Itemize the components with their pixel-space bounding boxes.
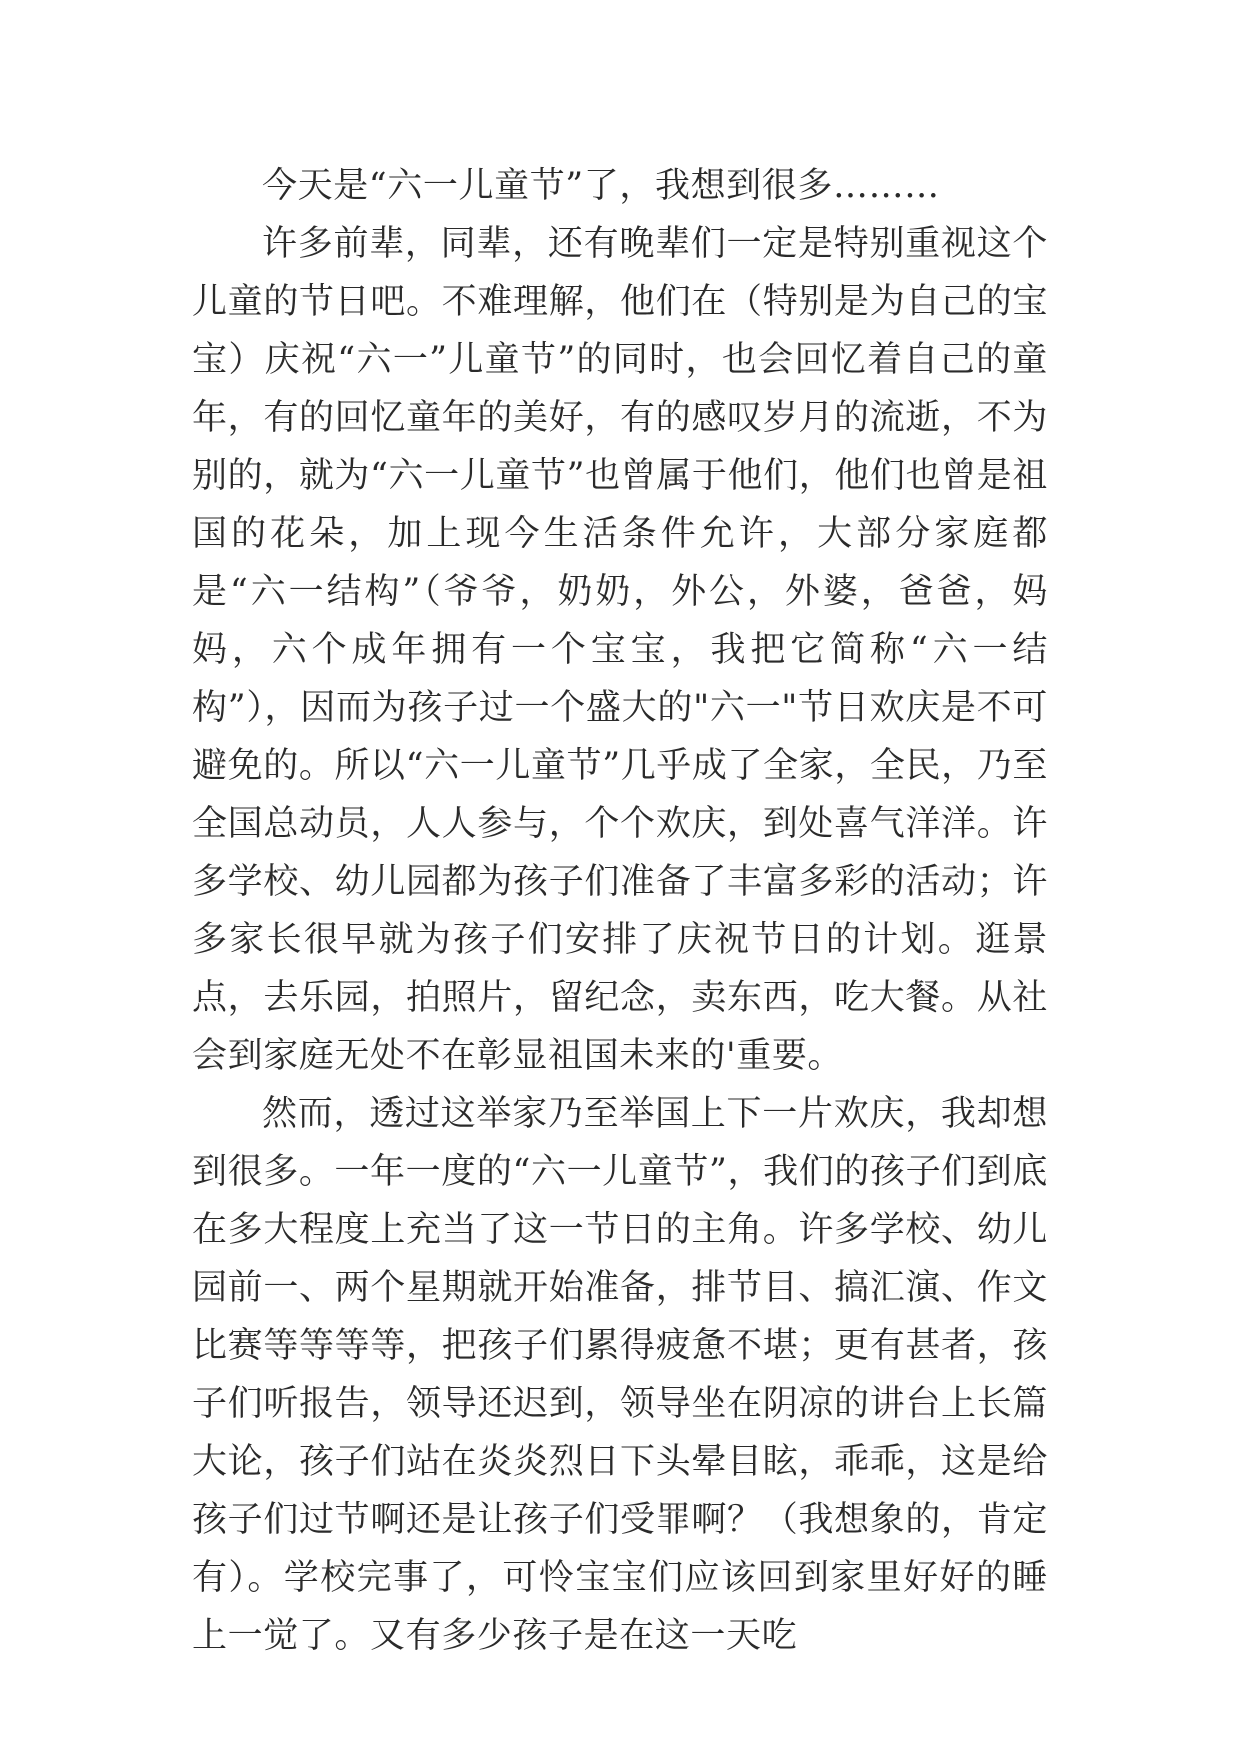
paragraph-body-1: 许多前辈，同辈，还有晚辈们一定是特别重视这个儿童的节日吧。不难理解，他们在（特别是为自己的宝宝）庆祝“六一”儿童节”的同时，也会回忆着自己的童年，有的回忆童年的美好，有的感叹岁月的流逝，不为别的，就为“六一儿童节”也曾属于他们，他们也曾是祖国的花朵，加上现今生活条件允许，大部分家庭都是“六一结构”（爷爷，奶奶，外公，外婆，爸爸，妈妈，六个成年拥有一个宝宝，我把它简称“六一结构”），因而为孩子过一个盛大的"六一"节日欢庆是不可避免的。所以“六一儿童节”几乎成了全家，全民，乃至全国总动员，人人参与，个个欢庆，到处喜气洋洋。许多学校、幼儿园都为孩子们准备了丰富多彩的活动；许多家长很早就为孩子们安排了庆祝节日的计划。逛景点，去乐园，拍照片，留纪念，卖东西，吃大餐。从社会到家庭无处不在彰显祖国未来的'重要。	[192, 224, 1048, 1076]
paragraph-body-2: 然而，透过这举家乃至举国上下一片欢庆，我却想到很多。一年一度的“六一儿童节”，我们的孩子们到底在多大程度上充当了这一节日的主角。许多学校、幼儿园前一、两个星期就开始准备，排节目、搞汇演、作文比赛等等等等，把孩子们累得疲惫不堪；更有甚者，孩子们听报告，领导还迟到，领导坐在阴凉的讲台上长篇大论，孩子们站在炎炎烈日下头晕目眩，乖乖，这是给孩子们过节啊还是让孩子们受罪啊？（我想象的，肯定有）。学校完事了，可怜宝宝们应该回到家里好好的睡上一觉了。又有多少孩子是在这一天吃	[192, 1094, 1048, 1656]
document-body	[192, 157, 1048, 1665]
paragraph-opening: 今天是“六一儿童节”了，我想到很多………	[262, 166, 940, 206]
